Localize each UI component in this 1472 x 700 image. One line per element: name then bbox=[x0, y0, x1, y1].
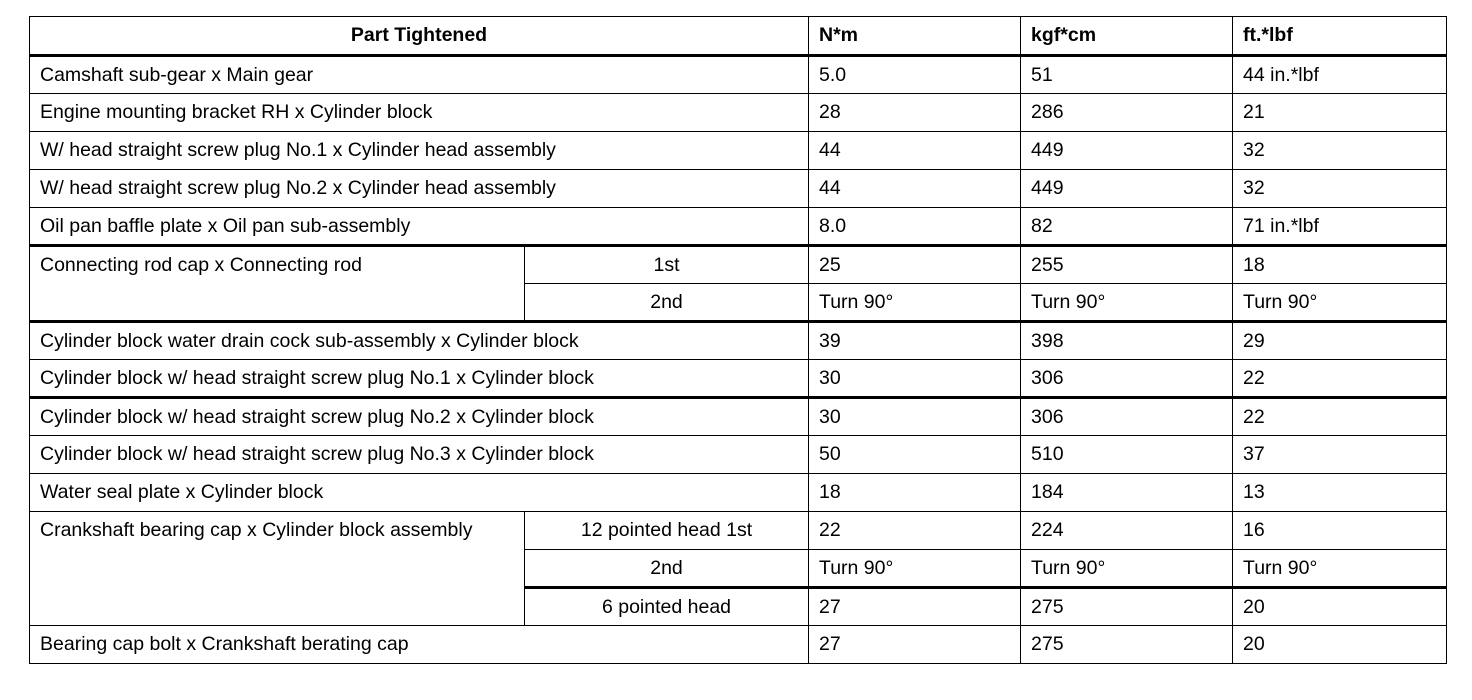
nm-cell: 18 bbox=[809, 474, 1021, 512]
table-row bbox=[30, 132, 1447, 170]
kgf-cell: 184 bbox=[1021, 474, 1233, 512]
ftlbf-cell: Turn 90° bbox=[1233, 284, 1447, 322]
part-cell: Camshaft sub-gear x Main gear bbox=[30, 56, 809, 94]
nm-cell: 28 bbox=[809, 94, 1021, 132]
ftlbf-cell: 18 bbox=[1233, 246, 1447, 284]
part-cell: Crankshaft bearing cap x Cylinder block assembly bbox=[30, 512, 525, 626]
table-row bbox=[30, 170, 1447, 208]
kgf-cell: 224 bbox=[1021, 512, 1233, 550]
table-row bbox=[30, 474, 1447, 512]
kgf-cell: 275 bbox=[1021, 588, 1233, 626]
kgf-cell: 398 bbox=[1021, 322, 1233, 360]
table-row bbox=[30, 56, 1447, 94]
part-cell: W/ head straight screw plug No.2 x Cylinder head assembly bbox=[30, 170, 809, 208]
kgf-cell: 306 bbox=[1021, 360, 1233, 398]
kgf-cell: 510 bbox=[1021, 436, 1233, 474]
ftlbf-cell: 21 bbox=[1233, 94, 1447, 132]
nm-cell: 22 bbox=[809, 512, 1021, 550]
table-row bbox=[30, 512, 1447, 550]
header-part-tightened: Part Tightened bbox=[30, 17, 809, 56]
step-cell: 6 pointed head bbox=[525, 588, 809, 626]
ftlbf-cell: 20 bbox=[1233, 588, 1447, 626]
part-cell: Cylinder block w/ head straight screw plug No.2 x Cylinder block bbox=[30, 398, 809, 436]
ftlbf-cell: 16 bbox=[1233, 512, 1447, 550]
nm-cell: 30 bbox=[809, 398, 1021, 436]
kgf-cell: Turn 90° bbox=[1021, 550, 1233, 588]
table-row bbox=[30, 398, 1447, 436]
step-cell: 2nd bbox=[525, 550, 809, 588]
part-cell: Connecting rod cap x Connecting rod bbox=[30, 246, 525, 322]
table-row bbox=[30, 436, 1447, 474]
nm-cell: Turn 90° bbox=[809, 550, 1021, 588]
part-cell: Cylinder block water drain cock sub-assembly x Cylinder block bbox=[30, 322, 809, 360]
table-row bbox=[30, 322, 1447, 360]
part-cell: Oil pan baffle plate x Oil pan sub-assembly bbox=[30, 208, 809, 246]
nm-cell: 5.0 bbox=[809, 56, 1021, 94]
ftlbf-cell: 32 bbox=[1233, 170, 1447, 208]
table-row bbox=[30, 208, 1447, 246]
part-cell: W/ head straight screw plug No.1 x Cylinder head assembly bbox=[30, 132, 809, 170]
ftlbf-cell: 71 in.*lbf bbox=[1233, 208, 1447, 246]
kgf-cell: 306 bbox=[1021, 398, 1233, 436]
kgf-cell: 449 bbox=[1021, 132, 1233, 170]
nm-cell: Turn 90° bbox=[809, 284, 1021, 322]
nm-cell: 27 bbox=[809, 588, 1021, 626]
ftlbf-cell: 32 bbox=[1233, 132, 1447, 170]
nm-cell: 39 bbox=[809, 322, 1021, 360]
ftlbf-cell: Turn 90° bbox=[1233, 550, 1447, 588]
part-cell: Bearing cap bolt x Crankshaft berating cap bbox=[30, 626, 809, 664]
ftlbf-cell: 37 bbox=[1233, 436, 1447, 474]
torque-spec-table bbox=[29, 16, 1447, 664]
nm-cell: 27 bbox=[809, 626, 1021, 664]
table-row bbox=[30, 94, 1447, 132]
part-cell: Cylinder block w/ head straight screw plug No.3 x Cylinder block bbox=[30, 436, 809, 474]
step-cell: 12 pointed head 1st bbox=[525, 512, 809, 550]
kgf-cell: 275 bbox=[1021, 626, 1233, 664]
table-header bbox=[30, 17, 1447, 56]
ftlbf-cell: 22 bbox=[1233, 360, 1447, 398]
kgf-cell: Turn 90° bbox=[1021, 284, 1233, 322]
part-cell: Cylinder block w/ head straight screw plug No.1 x Cylinder block bbox=[30, 360, 809, 398]
header-row bbox=[30, 17, 1447, 56]
ftlbf-cell: 22 bbox=[1233, 398, 1447, 436]
nm-cell: 44 bbox=[809, 132, 1021, 170]
kgf-cell: 51 bbox=[1021, 56, 1233, 94]
ftlbf-cell: 44 in.*lbf bbox=[1233, 56, 1447, 94]
nm-cell: 25 bbox=[809, 246, 1021, 284]
ftlbf-cell: 29 bbox=[1233, 322, 1447, 360]
header-nm: N*m bbox=[809, 17, 1021, 56]
table-row bbox=[30, 246, 1447, 284]
step-cell: 2nd bbox=[525, 284, 809, 322]
nm-cell: 44 bbox=[809, 170, 1021, 208]
header-ft-lbf: ft.*lbf bbox=[1233, 17, 1447, 56]
part-cell: Engine mounting bracket RH x Cylinder block bbox=[30, 94, 809, 132]
step-cell: 1st bbox=[525, 246, 809, 284]
table-row bbox=[30, 626, 1447, 664]
ftlbf-cell: 20 bbox=[1233, 626, 1447, 664]
table-row bbox=[30, 360, 1447, 398]
kgf-cell: 82 bbox=[1021, 208, 1233, 246]
kgf-cell: 255 bbox=[1021, 246, 1233, 284]
table-body bbox=[30, 56, 1447, 664]
kgf-cell: 286 bbox=[1021, 94, 1233, 132]
ftlbf-cell: 13 bbox=[1233, 474, 1447, 512]
header-kgf-cm: kgf*cm bbox=[1021, 17, 1233, 56]
kgf-cell: 449 bbox=[1021, 170, 1233, 208]
part-cell: Water seal plate x Cylinder block bbox=[30, 474, 809, 512]
nm-cell: 8.0 bbox=[809, 208, 1021, 246]
nm-cell: 50 bbox=[809, 436, 1021, 474]
nm-cell: 30 bbox=[809, 360, 1021, 398]
